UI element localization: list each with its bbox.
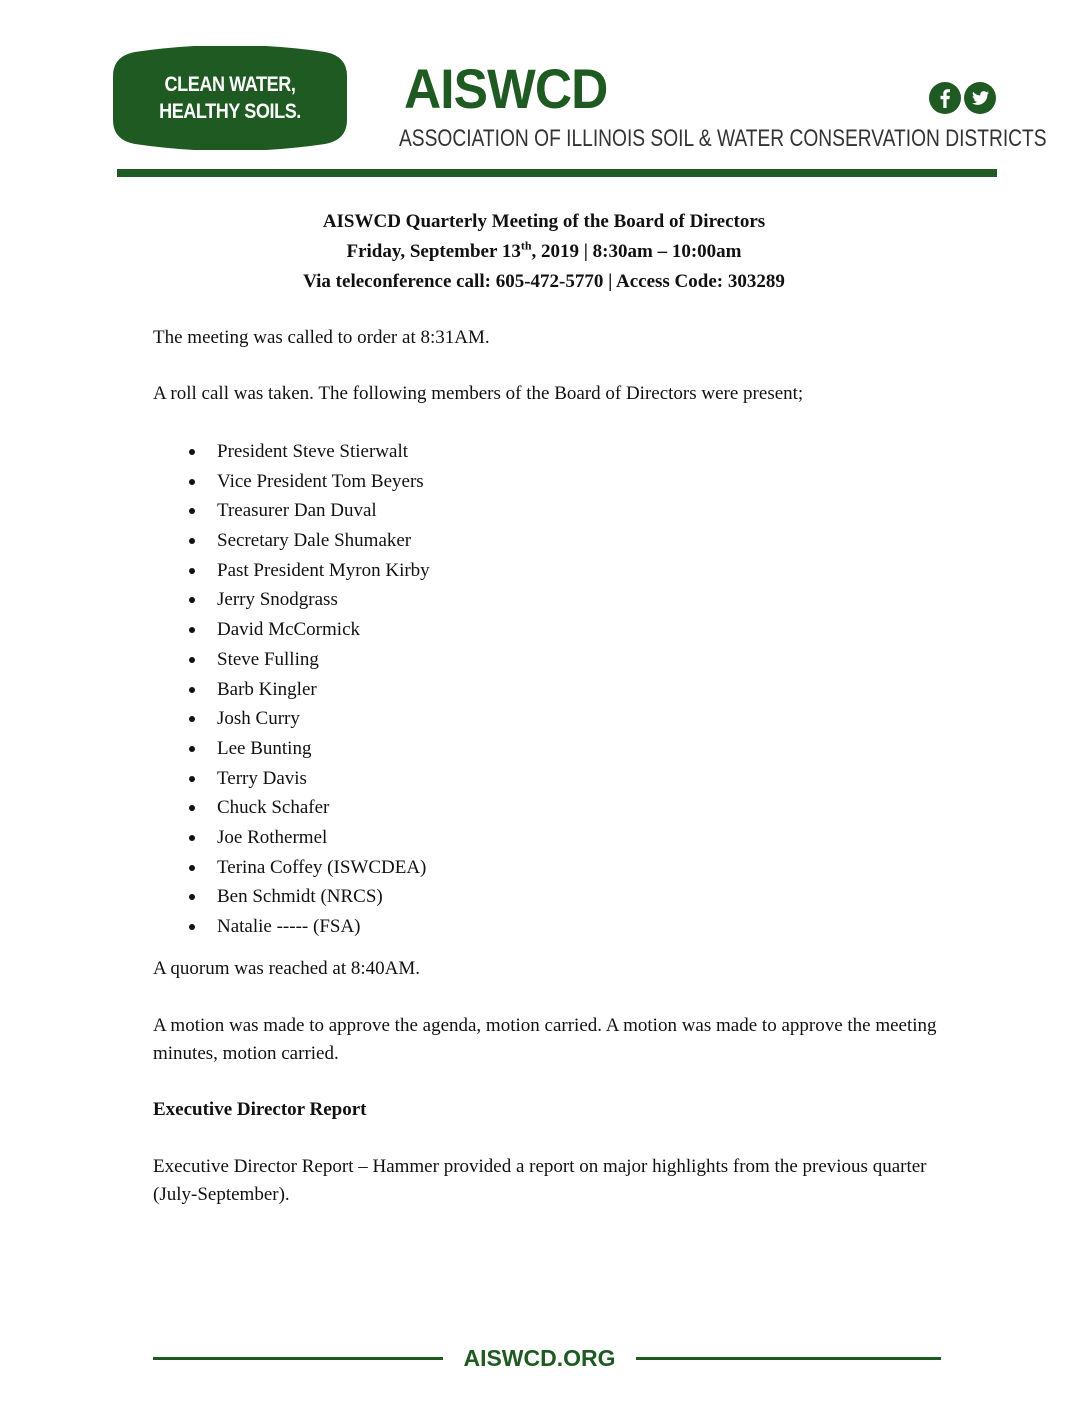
member-name: Barb Kingler <box>217 678 317 700</box>
bullet-icon <box>189 508 195 514</box>
roll-call-text: A roll call was taken. The following members of the Board of Directors were present; <box>153 383 804 404</box>
bullet-icon <box>189 657 195 663</box>
list-item <box>153 526 430 556</box>
member-name: Natalie ----- (FSA) <box>217 916 361 937</box>
member-name: President Steve Stierwalt <box>217 441 409 462</box>
organization-name: ASSOCIATION OF ILLINOIS SOIL & WATER CONSERVATION DISTRICTS <box>399 125 1047 152</box>
bullet-icon <box>189 776 195 782</box>
meeting-date <box>0 237 1088 267</box>
meeting-time-text: , 2019 | 8:30am – 10:00am <box>531 241 742 262</box>
member-name: Steve Fulling <box>217 648 319 670</box>
list-item <box>153 734 430 764</box>
member-name: Secretary Dale Shumaker <box>217 530 412 552</box>
date-ordinal: th <box>520 238 532 253</box>
teleconference-info: Via teleconference call: 605-472-5770 | Access Code: 303289 <box>303 271 785 292</box>
list-item <box>153 793 430 823</box>
bullet-icon <box>189 687 195 693</box>
header-divider <box>117 169 997 177</box>
member-name: Treasurer Dan Duval <box>217 500 377 522</box>
bullet-icon <box>189 805 195 811</box>
list-item <box>153 585 430 615</box>
members-present-list <box>153 437 430 942</box>
list-item <box>153 615 430 645</box>
badge-line-2: HEALTHY SOILS. <box>159 100 301 123</box>
call-to-order-text: The meeting was called to order at 8:31AM. <box>153 327 490 348</box>
member-name: Vice President Tom Beyers <box>217 470 424 492</box>
member-name: Joe Rothermel <box>217 826 328 848</box>
footer-website-link[interactable]: AISWCD.ORG <box>463 1345 616 1371</box>
footer-rule-right <box>636 1357 941 1360</box>
list-item <box>153 437 430 467</box>
meeting-title: AISWCD Quarterly Meeting of the Board of Directors <box>322 211 766 232</box>
bullet-icon <box>189 597 195 603</box>
twitter-icon[interactable] <box>964 82 996 114</box>
list-item <box>153 882 430 912</box>
list-item <box>153 704 430 734</box>
bullet-icon <box>189 627 195 633</box>
meeting-title-block <box>0 207 1088 297</box>
bullet-icon <box>189 449 195 455</box>
list-item <box>153 823 430 853</box>
bullet-icon <box>189 746 195 752</box>
list-item <box>153 675 430 705</box>
badge-line-1: CLEAN WATER, <box>164 73 296 96</box>
list-item <box>153 496 430 526</box>
list-item <box>153 912 430 942</box>
list-item <box>153 853 430 883</box>
member-name: David McCormick <box>217 619 361 641</box>
member-name: Chuck Schafer <box>217 797 330 819</box>
quorum-text: A quorum was reached at 8:40AM. <box>153 958 420 979</box>
member-name: Terina Coffey (ISWCDEA) <box>217 856 427 878</box>
list-item <box>153 645 430 675</box>
member-name: Josh Curry <box>217 708 300 730</box>
bullet-icon <box>189 479 195 485</box>
bullet-icon <box>189 716 195 722</box>
list-item <box>153 764 430 794</box>
member-name: Ben Schmidt (NRCS) <box>217 886 383 908</box>
bullet-icon <box>189 894 195 900</box>
bullet-icon <box>189 865 195 871</box>
badge-text <box>129 46 330 150</box>
member-name: Lee Bunting <box>217 737 312 759</box>
meeting-date-text: Friday, September 13 <box>346 241 521 262</box>
executive-report-text: Executive Director Report – Hammer provided a report on major highlights from the previous quarter (July-September). <box>153 1156 927 1205</box>
motions-text: A motion was made to approve the agenda, motion carried. A motion was made to approve the meeting minutes, motion carried. <box>153 1015 937 1064</box>
section-heading: Executive Director Report <box>153 1099 367 1120</box>
member-name: Terry Davis <box>217 767 307 789</box>
slogan-badge <box>113 46 347 150</box>
bullet-icon <box>189 835 195 841</box>
brand-logo-text: AISWCD <box>404 57 608 120</box>
facebook-icon[interactable] <box>929 82 961 114</box>
member-name: Jerry Snodgrass <box>217 589 338 611</box>
member-name: Past President Myron Kirby <box>217 559 430 581</box>
list-item <box>153 556 430 586</box>
bullet-icon <box>189 924 195 930</box>
bullet-icon <box>189 568 195 574</box>
bullet-icon <box>189 538 195 544</box>
list-item <box>153 467 430 497</box>
footer-rule-left <box>153 1357 443 1360</box>
